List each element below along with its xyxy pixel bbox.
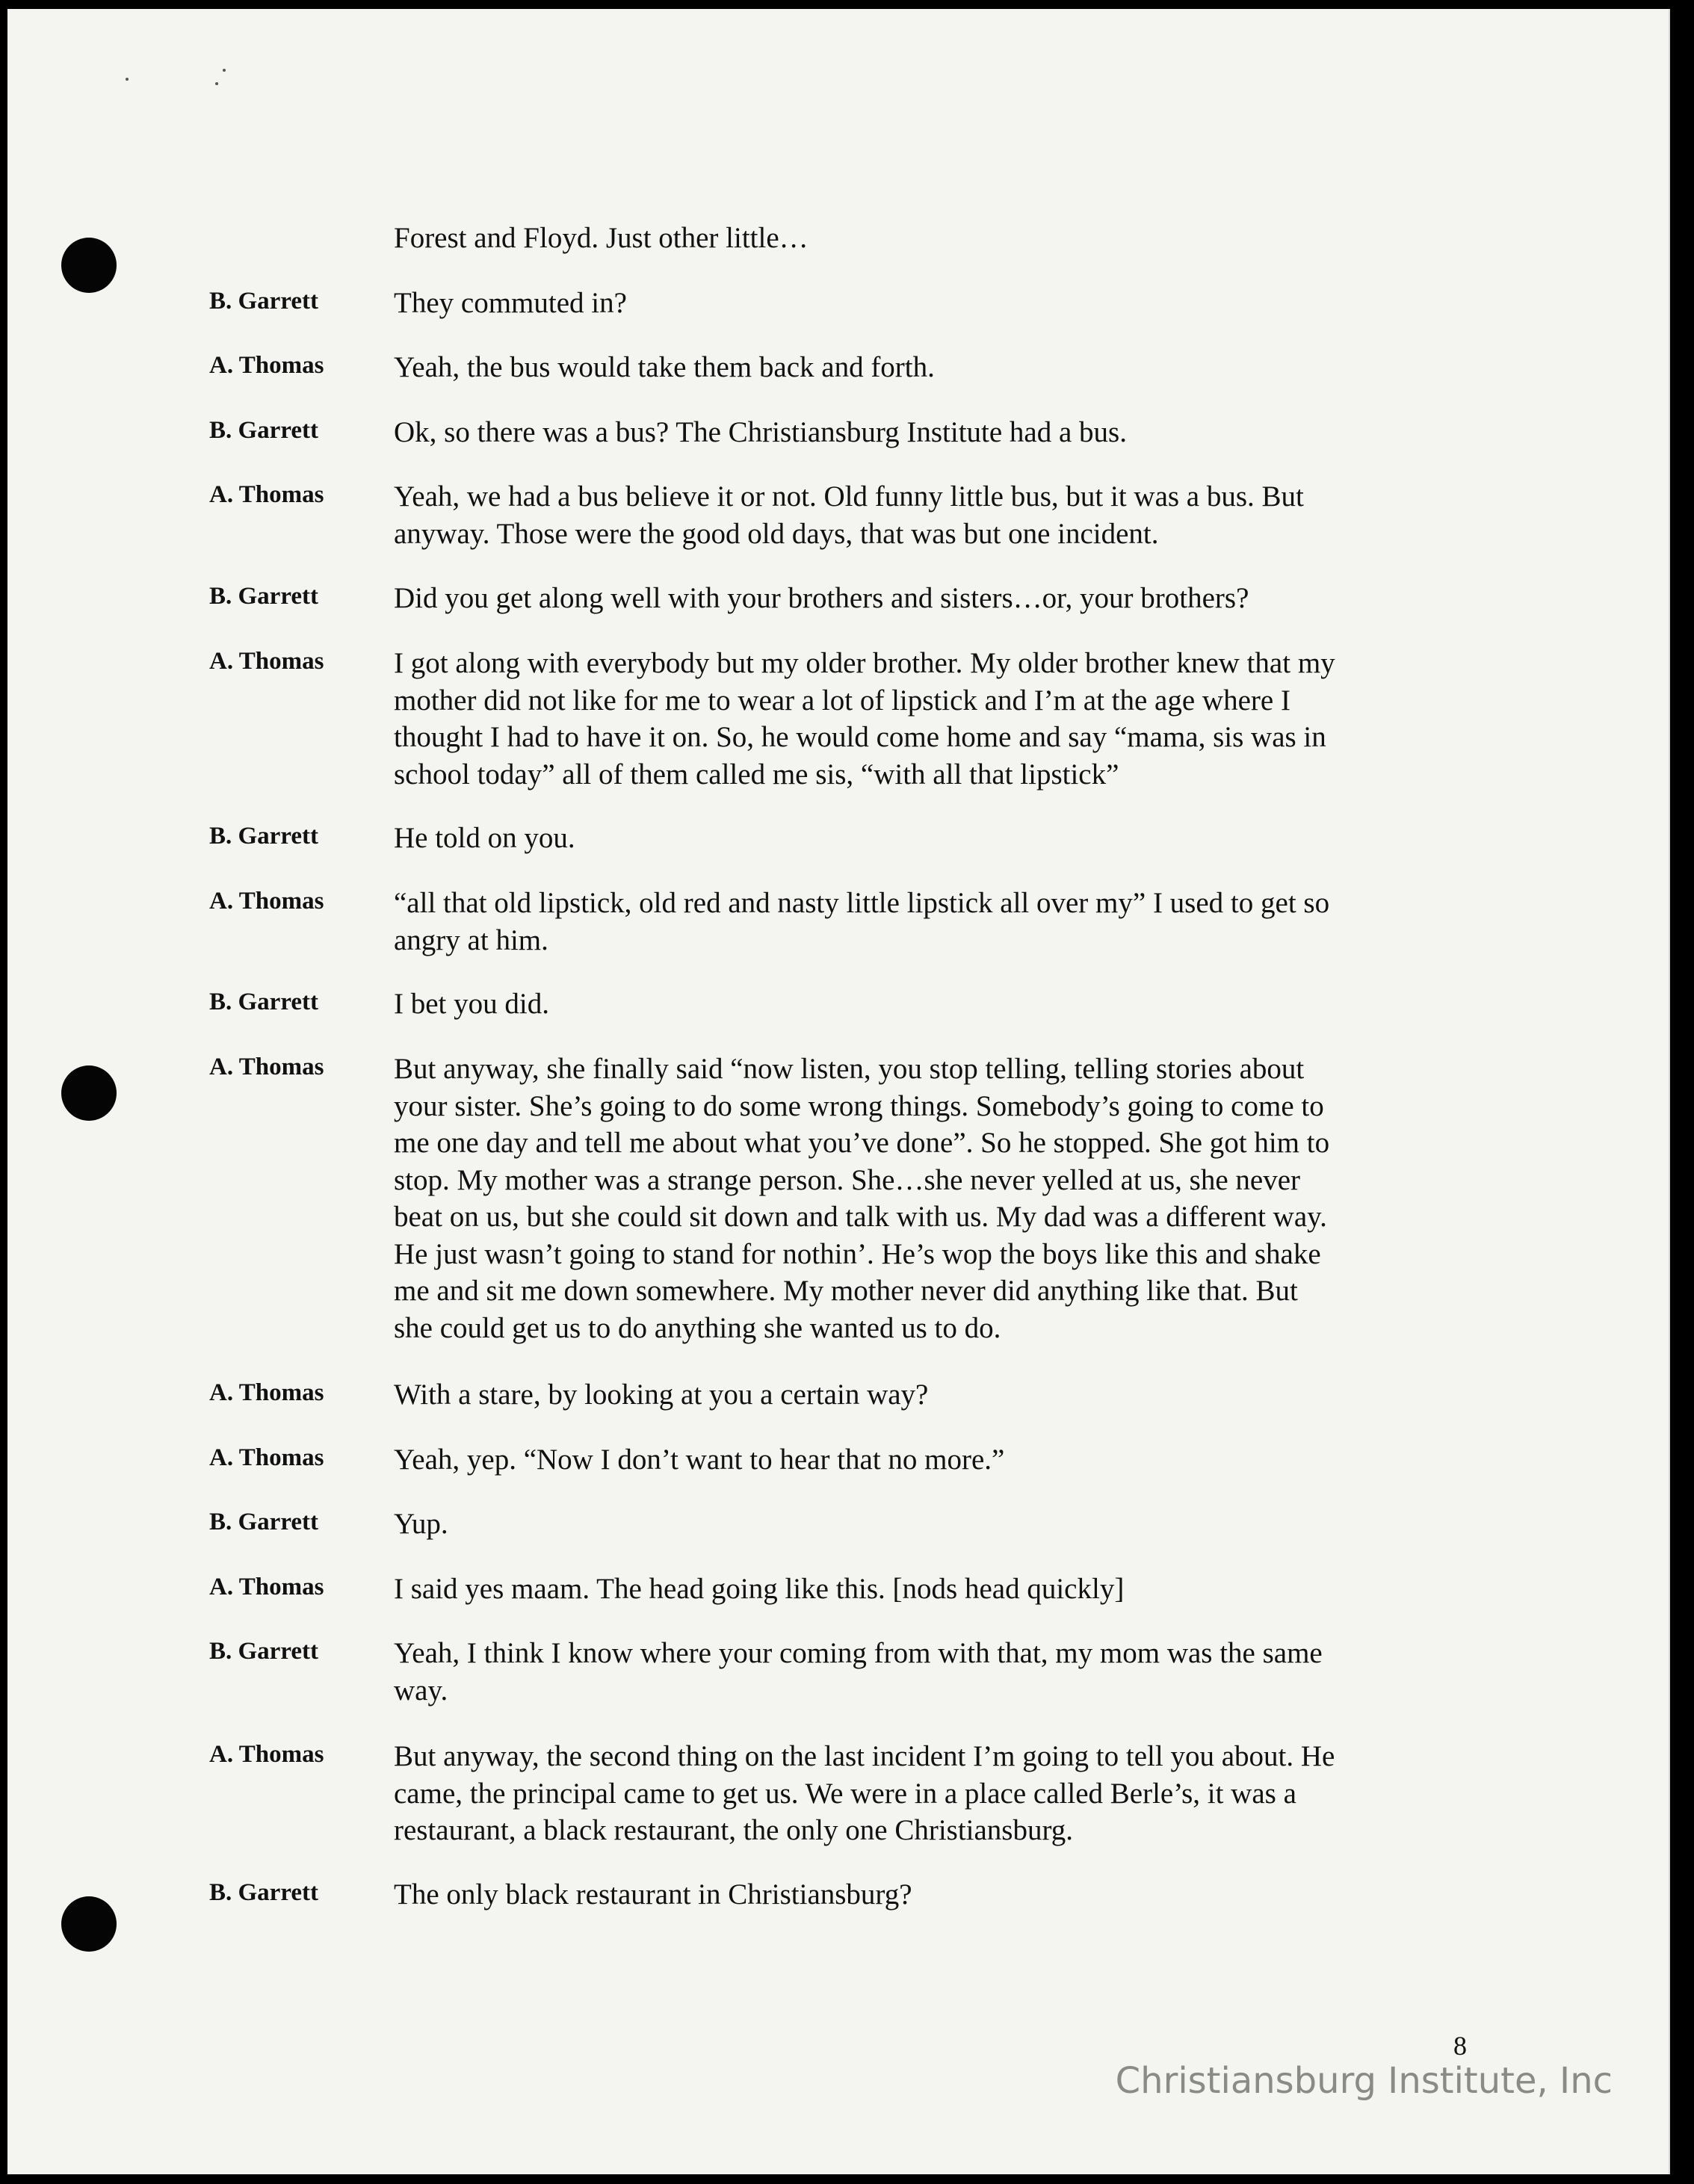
- speaker-label: B. Garrett: [209, 989, 319, 1015]
- scan-speck: [126, 78, 129, 81]
- speech-text: Yeah, yep. “Now I don’t want to hear that no more.”: [394, 1444, 1005, 1476]
- speech-text: Yeah, I think I know where your coming from with that, my mom was the same way.: [394, 1637, 1323, 1707]
- speaker-label: B. Garrett: [209, 1638, 319, 1665]
- speaker-label: A. Thomas: [209, 1444, 324, 1471]
- speech-text: I got along with everybody but my older brother. My older brother knew that my mother did not like for me to wear a lot of lipstick and I’m at the age where I thought I had to have it on. So, he would come home and say “mama, sis was in school today” all of them called me sis, “with all that lipstick”: [394, 647, 1335, 791]
- speech-text: I bet you did.: [394, 988, 549, 1020]
- speaker-label: A. Thomas: [209, 648, 324, 675]
- speech-text: Yeah, we had a bus believe it or not. Old funny little bus, but it was a bus. But anyway. Those were the good old days, that was but one incident.: [394, 480, 1304, 550]
- speaker-label: B. Garrett: [209, 288, 319, 315]
- speech-text: Forest and Floyd. Just other little…: [394, 222, 809, 254]
- scan-speck: [223, 69, 226, 72]
- speaker-label: B. Garrett: [209, 583, 319, 610]
- speaker-label: A. Thomas: [209, 1574, 324, 1600]
- speech-text: Yeah, the bus would take them back and forth.: [394, 351, 935, 383]
- speaker-label: A. Thomas: [209, 352, 324, 379]
- speech-text: He told on you.: [394, 822, 575, 854]
- speech-text: Ok, so there was a bus? The Christiansburg Institute had a bus.: [394, 416, 1127, 448]
- speaker-label: B. Garrett: [209, 1879, 319, 1906]
- document-page: [7, 9, 1670, 2174]
- speaker-label: A. Thomas: [209, 888, 324, 915]
- speech-text: “all that old lipstick, old red and nasty little lipstick all over my” I used to get so angry at him.: [394, 887, 1330, 956]
- page-number: 8: [1453, 2031, 1467, 2061]
- speech-text: But anyway, the second thing on the last incident I’m going to tell you about. He came, the principal came to get us. We were in a place called Berle’s, it was a restaurant, a black restaurant, the only one Christiansburg.: [394, 1740, 1335, 1846]
- speaker-label: B. Garrett: [209, 823, 319, 850]
- punch-hole-bottom: [61, 1896, 117, 1952]
- punch-hole-top: [61, 238, 117, 293]
- speech-text: With a stare, by looking at you a certain way?: [394, 1379, 929, 1411]
- speech-text: But anyway, she finally said “now listen, you stop telling, telling stories about your sister. She’s going to do some wrong things. Somebody’s going to come to me one day and tell me about what you’ve done”. So he stopped. She got him to stop. My mother was a strange person. She…she never yelled at us, she never beat on us, but she could sit down and talk with us. My dad was a different way. He just wasn’t going to stand for nothin’. He’s wop the boys like this and shake me and sit me down somewhere. My mother never did anything like that. But she could get us to do anything she wanted us to do.: [394, 1053, 1330, 1344]
- speaker-label: A. Thomas: [209, 1379, 324, 1406]
- speaker-label: B. Garrett: [209, 1509, 319, 1535]
- speech-text: The only black restaurant in Christiansburg?: [394, 1878, 912, 1911]
- speaker-label: A. Thomas: [209, 481, 324, 508]
- speech-text: Did you get along well with your brothers and sisters…or, your brothers?: [394, 582, 1249, 614]
- punch-hole-middle: [61, 1065, 117, 1121]
- watermark-text: Christiansburg Institute, Inc: [1115, 2060, 1613, 2102]
- speech-text: Yup.: [394, 1508, 448, 1540]
- speaker-label: A. Thomas: [209, 1054, 324, 1080]
- speech-text: I said yes maam. The head going like this. [nods head quickly]: [394, 1573, 1125, 1605]
- speaker-label: A. Thomas: [209, 1741, 324, 1768]
- speech-text: They commuted in?: [394, 287, 627, 319]
- speaker-label: B. Garrett: [209, 417, 319, 444]
- scan-speck: [215, 82, 218, 85]
